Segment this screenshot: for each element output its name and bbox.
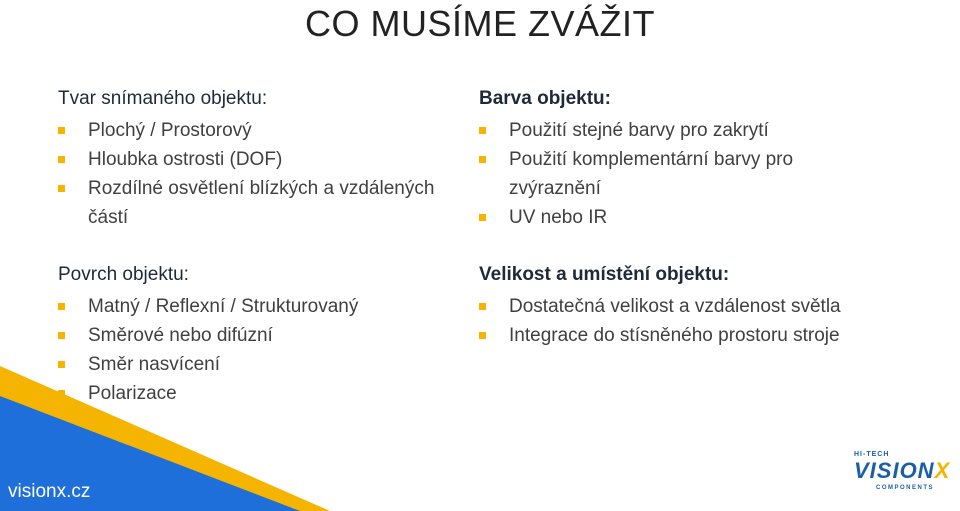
section-heading: Barva objektu: bbox=[479, 88, 611, 109]
bullet-icon bbox=[58, 127, 65, 134]
footer-url[interactable]: visionx.cz bbox=[8, 481, 91, 502]
bullet-icon bbox=[479, 303, 486, 310]
section-surface bbox=[58, 262, 438, 408]
list-item: Hloubka ostrosti (DOF) bbox=[58, 145, 438, 174]
section-color bbox=[479, 86, 809, 232]
bullet-icon bbox=[58, 156, 65, 163]
visionx-logo: HI-TECH VISIONX COMPONENTS bbox=[854, 451, 951, 491]
bullet-icon bbox=[58, 303, 65, 310]
bullet-icon bbox=[479, 156, 486, 163]
section-heading: Povrch objektu: bbox=[58, 264, 189, 285]
list-item: Směrové nebo difúzní bbox=[58, 321, 438, 350]
section-shape bbox=[58, 86, 438, 232]
list-item: Směr nasvícení bbox=[58, 350, 438, 379]
list-item: Plochý / Prostorový bbox=[58, 116, 438, 145]
bullet-icon bbox=[479, 332, 486, 339]
list-item: Integrace do stísněného prostoru stroje bbox=[479, 321, 949, 350]
list-item: Rozdílné osvětlení blízkých a vzdálených částí bbox=[58, 174, 438, 232]
list-item: Polarizace bbox=[58, 379, 438, 408]
list-item: Použití stejné barvy pro zakrytí bbox=[479, 116, 809, 145]
page-title: CO MUSÍME ZVÁŽIT bbox=[305, 3, 655, 44]
list-item: Použití komplementární barvy pro zvýraznění bbox=[479, 145, 809, 203]
list-item: UV nebo IR bbox=[479, 203, 809, 232]
section-size bbox=[479, 262, 949, 350]
section-heading: Tvar snímaného objektu: bbox=[58, 88, 268, 109]
bullet-icon bbox=[479, 214, 486, 221]
bullet-icon bbox=[58, 332, 65, 339]
list-item: Dostatečná velikost a vzdálenost světla bbox=[479, 292, 949, 321]
list-item: Matný / Reflexní / Strukturovaný bbox=[58, 292, 438, 321]
section-heading: Velikost a umístění objektu: bbox=[479, 264, 730, 285]
bullet-icon bbox=[58, 185, 65, 192]
bullet-icon bbox=[479, 127, 486, 134]
bullet-icon bbox=[58, 390, 65, 397]
bullet-icon bbox=[58, 361, 65, 368]
